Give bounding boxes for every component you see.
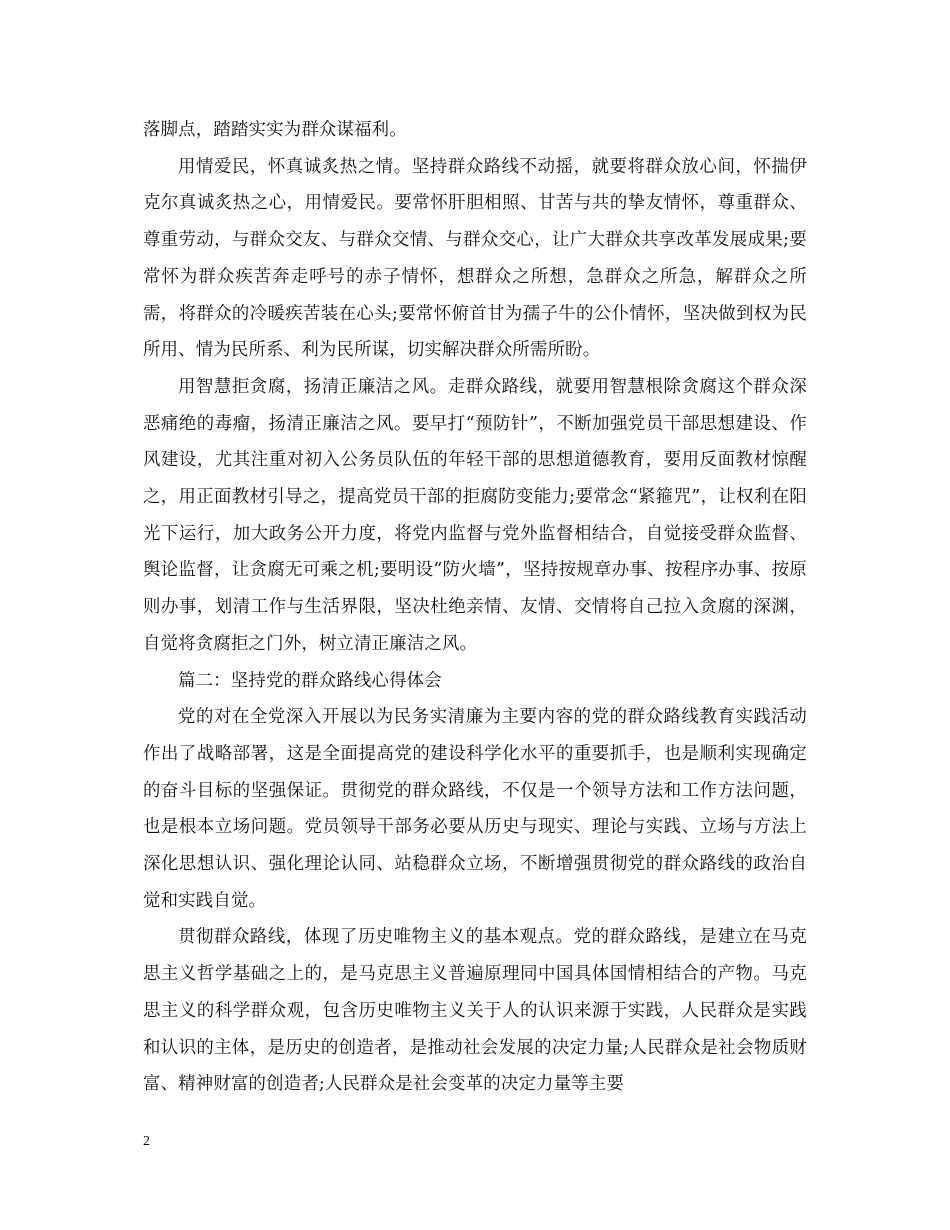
paragraph-5: 党的对在全党深入开展以为民务实清廉为主要内容的党的群众路线教育实践活动作出了战略部署，这是全面提高党的建设科学化水平的重要抓手，也是顺利实现确定的奋斗目标的坚强保证。贯彻党的群众路线，不仅是一个领导方法和工作方法问题，也是根本立场问题。党员领导干部务必要从历史与现实、理论与实践、立场与方法上深化思想认识、强化理论认同、站稳群众立场，不断增强贯彻党的群众路线的政治自觉和实践自觉。 bbox=[143, 707, 807, 911]
section-heading: 篇二：坚持党的群众路线心得体会 bbox=[178, 670, 442, 691]
paragraph-2: 用情爱民，怀真诚炙热之情。坚持群众路线不动摇，就要将群众放心间，怀揣伊克尔真诚炙热之心，用情爱民。要常怀肝胆相照、甘苦与共的挚友情怀，尊重群众、尊重劳动，与群众交友、与群众交情、与群众交心，让广大群众共享改革发展成果;要常怀为群众疾苦奔走呼号的赤子情怀，想群众之所想，急群众之所急，解群众之所需，将群众的冷暖疾苦装在心头;要常怀俯首甘为孺子牛的公仆情怀，坚决做到权为民所用、情为民所系、利为民所谋，切实解决群众所需所盼。 bbox=[143, 156, 807, 361]
paragraph-3: 用智慧拒贪腐，扬清正廉洁之风。走群众路线，就要用智慧根除贪腐这个群众深恶痛绝的毒瘤，扬清正廉洁之风。要早打“预防针”，不断加强党员干部思想建设、作风建设，尤其注重对初入公务员队伍的年轻干部的思想道德教育，要用反面教材惊醒之，用正面教材引导之，提高党员干部的拒腐防变能力;要常念“紧箍咒”，让权利在阳光下运行，加大政务公开力度，将党内监督与党外监督相结合，自觉接受群众监督、舆论监督，让贪腐无可乘之机;要明设“防火墙”，坚持按规章办事、按程序办事、按原则办事，划清工作与生活界限，坚决杜绝亲情、友情、交情将自己拉入贪腐的深渊，自觉将贪腐拒之门外，树立清正廉洁之风。 bbox=[143, 376, 807, 654]
paragraph-1: 落脚点，踏踏实实为群众谋福利。 bbox=[143, 120, 407, 140]
page-body bbox=[143, 112, 807, 1103]
page-number: 2 bbox=[143, 1134, 150, 1149]
paragraph-6: 贯彻群众路线，体现了历史唯物主义的基本观点。党的群众路线，是建立在马克思主义哲学基础之上的，是马克思主义普遍原理同中国具体国情相结合的产物。马克思主义的科学群众观，包含历史唯物主义关于人的认识来源于实践，人民群众是实践和认识的主体，是历史的创造者，是推动社会发展的决定力量;人民群众是社会物质财富、精神财富的创造者;人民群众是社会变革的决定力量等主要 bbox=[143, 927, 807, 1095]
